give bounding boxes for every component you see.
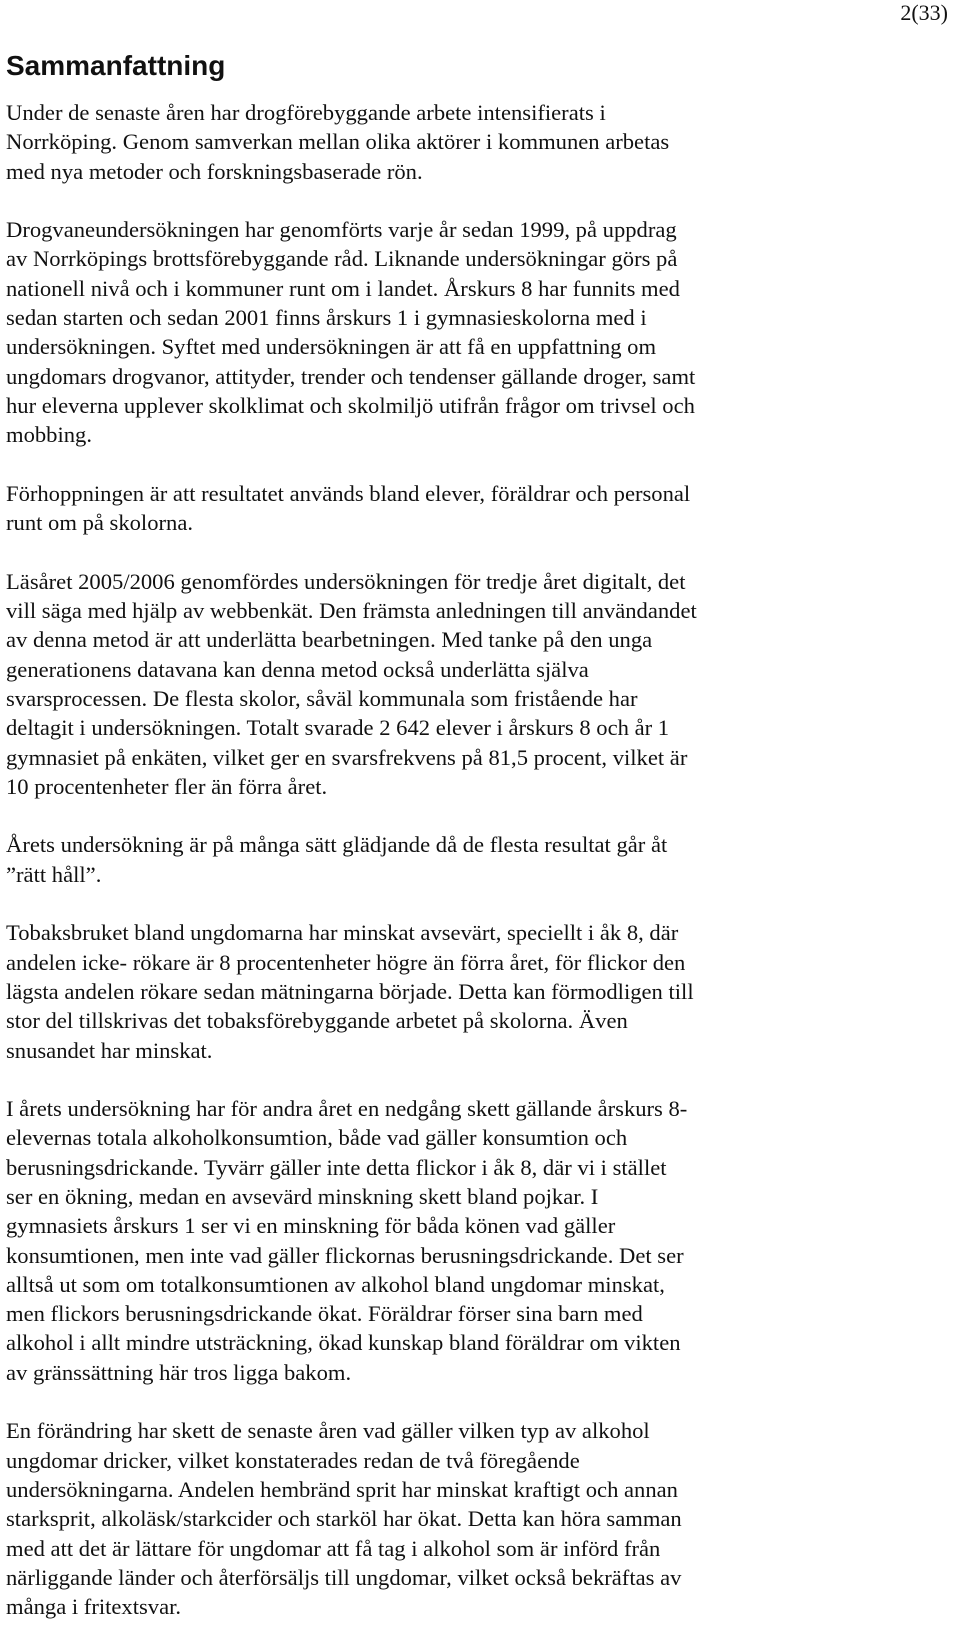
paragraph-method: Läsåret 2005/2006 genomfördes undersökningen för tredje året digitalt, det vill säga med hjälp av webbenkät. Den främsta anledningen till användandet av denna metod är att underlätta bearbetningen. Med tanke på den unga generationens datavana kan denna metod också underlätta själva svarsprocessen. De flesta skolor, såväl kommunala som fristående har deltagit i undersökningen. Totalt svarade 2 642 elever i årskurs 8 och år 1 gymnasiet på enkäten, vilket ger en svarsfrekvens på 81,5 procent, vilket är 10 procentenheter fler än förra året. <box>6 568 697 799</box>
paragraph-intro: Under de senaste åren har drogförebyggande arbete intensifierats i Norrköping. Genom samverkan mellan olika aktörer i kommunen arbetas med nya metoder och forskningsbaserade rön. <box>6 100 670 184</box>
paragraph-positive-results: Årets undersökning är på många sätt glädjande då de flesta resultat går åt ”rätt håll”. <box>6 832 668 887</box>
page-title: Sammanfattning <box>6 50 226 81</box>
document-page <box>6 48 946 1621</box>
paragraph-alcohol-type: En förändring har skett de senaste åren vad gäller vilken typ av alkohol ungdomar dricker, vilket konstaterades redan de två föregående undersökningarna. Andelen hembränd sprit har minskat kraftigt och annan starksprit, alkoläsk/starkcider och starköl har ökat. Detta kan höra samman med att det är lättare för ungdomar att få tag i alkohol som är införd från närliggande länder och återförsäljs till ungdomar, vilket också bekräftas av många i fritextsvar. <box>6 1418 682 1620</box>
paragraph-survey-background: Drogvaneundersökningen har genomförts varje år sedan 1999, på uppdrag av Norrköpings brottsförebyggande råd. Liknande undersökningar görs på nationell nivå och i kommuner runt om i landet. Årskurs 8 har funnits med sedan starten och sedan 2001 finns årskurs 1 i gymnasieskolorna med i undersökningen. Syftet med undersökningen är att få en uppfattning om ungdomars drogvanor, attityder, trender och tendenser gällande droger, samt hur eleverna upplever skolklimat och skolmiljö utifrån frågor om trivsel och mobbing. <box>6 217 696 448</box>
paragraph-hope: Förhoppningen är att resultatet används bland elever, föräldrar och personal runt om på skolorna. <box>6 480 691 536</box>
page-number: 2(33) <box>900 0 948 25</box>
paragraph-tobacco: Tobaksbruket bland ungdomarna har minskat avsevärt, speciellt i åk 8, där andelen icke- rökare är 8 procentenheter högre än förra året, för flickor den lägsta andelen rökare sedan mätningarna började. Detta kan förmodligen till stor del tillskrivas det tobaksförebyggande arbetet på skolorna. Även snusandet har minskat. <box>6 920 694 1063</box>
paragraph-alcohol: I årets undersökning har för andra året en nedgång skett gällande årskurs 8- elevernas totala alkoholkonsumtion, både vad gäller konsumtion och berusningsdrickande. Tyvärr gäller inte detta flickor i åk 8, där vi i stället ser en ökning, medan en avsevärd minskning skett bland pojkar. I gymnasiets årskurs 1 ser vi en minskning för båda könen vad gäller konsumtionen, men inte vad gäller flickornas berusningsdrickande. Det ser alltså ut som om totalkonsumtionen av alkohol bland ungdomar minskat, men flickors berusningsdrickande ökat. Föräldrar förser sina barn med alkohol i allt mindre utsträckning, ökad kunskap bland föräldrar om vikten av gränssättning här tros ligga bakom. <box>6 1096 688 1385</box>
